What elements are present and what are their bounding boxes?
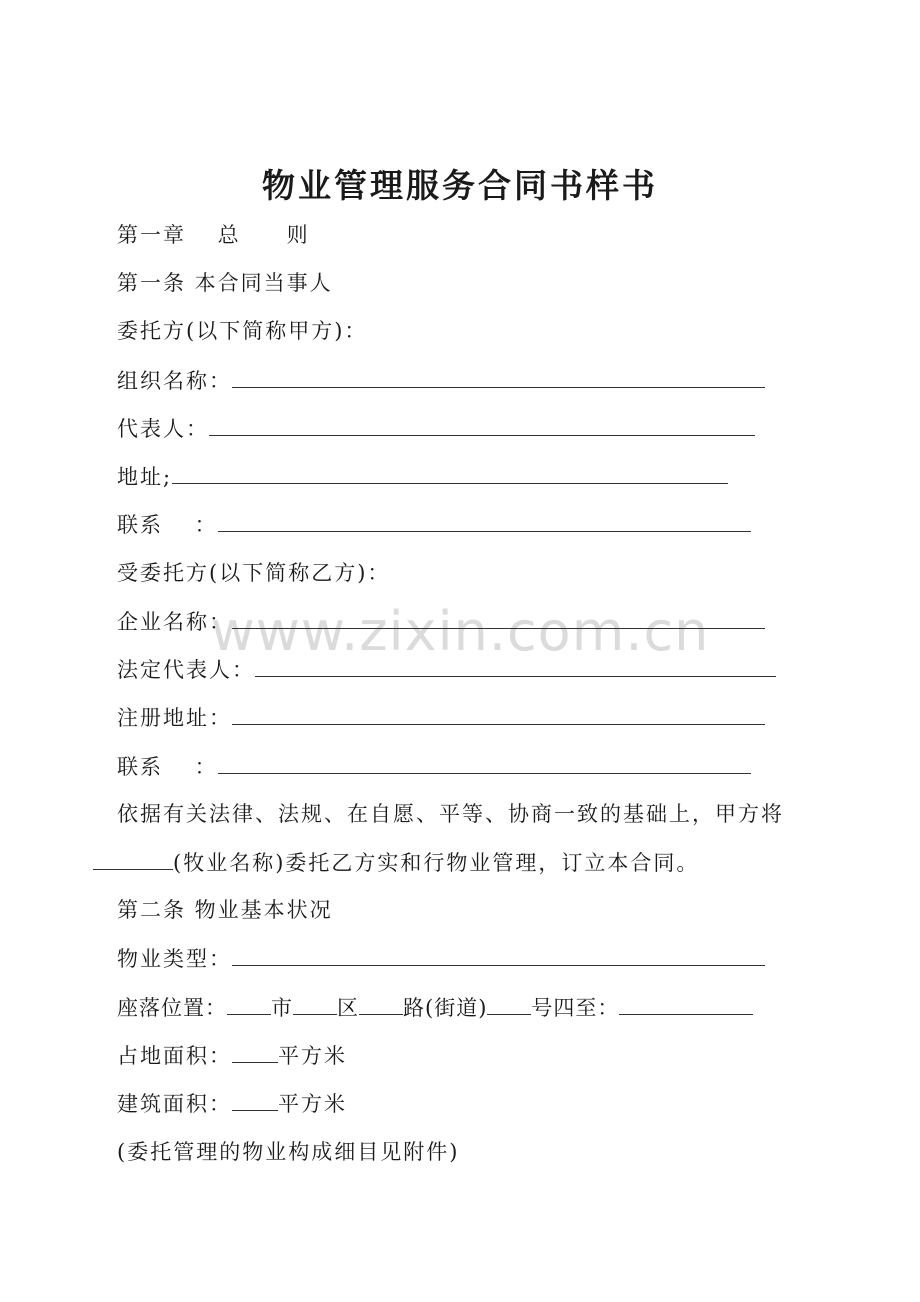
party-b-contact-row xyxy=(117,751,751,782)
party-a-addr-label: 地址; xyxy=(117,465,173,489)
party-a-org-label: 组织名称： xyxy=(117,369,232,393)
land-area-row xyxy=(117,1040,347,1071)
number-blank[interactable] xyxy=(487,992,531,1015)
party-a-rep-label: 代表人： xyxy=(117,417,209,441)
party-a-org-blank[interactable] xyxy=(232,365,765,388)
building-area-unit: 平方米 xyxy=(278,1092,347,1116)
party-a-contact-row xyxy=(117,509,751,540)
location-label: 座落位置： xyxy=(117,996,227,1020)
party-b-heading: 受委托方(以下简称乙方)： xyxy=(117,561,391,585)
party-a-addr-row xyxy=(117,461,728,492)
basis-paragraph-line-1: 依据有关法律、法规、在自愿、平等、协商一致的基础上，甲方将 xyxy=(117,802,784,826)
party-b-reg-addr-label: 注册地址： xyxy=(117,706,232,730)
property-type-row xyxy=(117,943,765,974)
building-area-label: 建筑面积： xyxy=(117,1092,232,1116)
land-area-label: 占地面积： xyxy=(117,1044,232,1068)
property-name-blank[interactable] xyxy=(93,847,173,870)
basis-paragraph-line-2 xyxy=(93,847,699,878)
district-blank[interactable] xyxy=(293,992,337,1015)
party-a-rep-blank[interactable] xyxy=(209,413,755,436)
party-b-reg-addr-row xyxy=(117,702,765,733)
building-area-row xyxy=(117,1088,347,1119)
land-area-unit: 平方米 xyxy=(278,1044,347,1068)
number-label: 号四至： xyxy=(531,996,620,1020)
property-type-blank[interactable] xyxy=(232,943,765,966)
party-a-rep-row xyxy=(117,413,755,444)
document-title: 物业管理服务合同书样书 xyxy=(262,166,658,205)
party-b-reg-addr-blank[interactable] xyxy=(232,702,765,725)
party-b-contact-label: 联系 ： xyxy=(117,755,218,779)
road-label: 路(街道) xyxy=(403,996,488,1020)
party-a-heading: 委托方(以下简称甲方)： xyxy=(117,319,368,343)
building-area-blank[interactable] xyxy=(232,1088,278,1111)
party-a-contact-blank[interactable] xyxy=(218,509,751,532)
party-b-company-label: 企业名称： xyxy=(117,610,232,634)
basis-paragraph-text: (牧业名称)委托乙方实和行物业管理，订立本合同。 xyxy=(173,851,700,875)
chapter-heading: 第一章 总 则 xyxy=(117,223,310,247)
district-label: 区 xyxy=(337,996,359,1020)
property-type-label: 物业类型： xyxy=(117,947,232,971)
city-blank[interactable] xyxy=(227,992,271,1015)
watermark: www.zixin.com.cn xyxy=(210,600,710,663)
party-b-legal-rep-blank[interactable] xyxy=(255,654,776,677)
party-b-contact-blank[interactable] xyxy=(218,751,751,774)
article-1-heading: 第一条 本合同当事人 xyxy=(117,271,333,295)
annex-note: (委托管理的物业构成细目见附件) xyxy=(117,1140,460,1164)
party-a-org-row xyxy=(117,365,765,396)
party-b-company-blank[interactable] xyxy=(232,606,765,629)
location-row xyxy=(117,992,753,1023)
party-b-company-row xyxy=(117,606,765,637)
boundaries-blank[interactable] xyxy=(619,992,753,1015)
road-blank[interactable] xyxy=(359,992,403,1015)
party-a-contact-label: 联系 ： xyxy=(117,513,218,537)
article-2-heading: 第二条 物业基本状况 xyxy=(117,898,333,922)
party-b-legal-rep-label: 法定代表人： xyxy=(117,658,255,682)
land-area-blank[interactable] xyxy=(232,1040,278,1063)
party-a-addr-blank[interactable] xyxy=(172,461,728,484)
city-label: 市 xyxy=(271,996,293,1020)
party-b-legal-rep-row xyxy=(117,654,776,685)
